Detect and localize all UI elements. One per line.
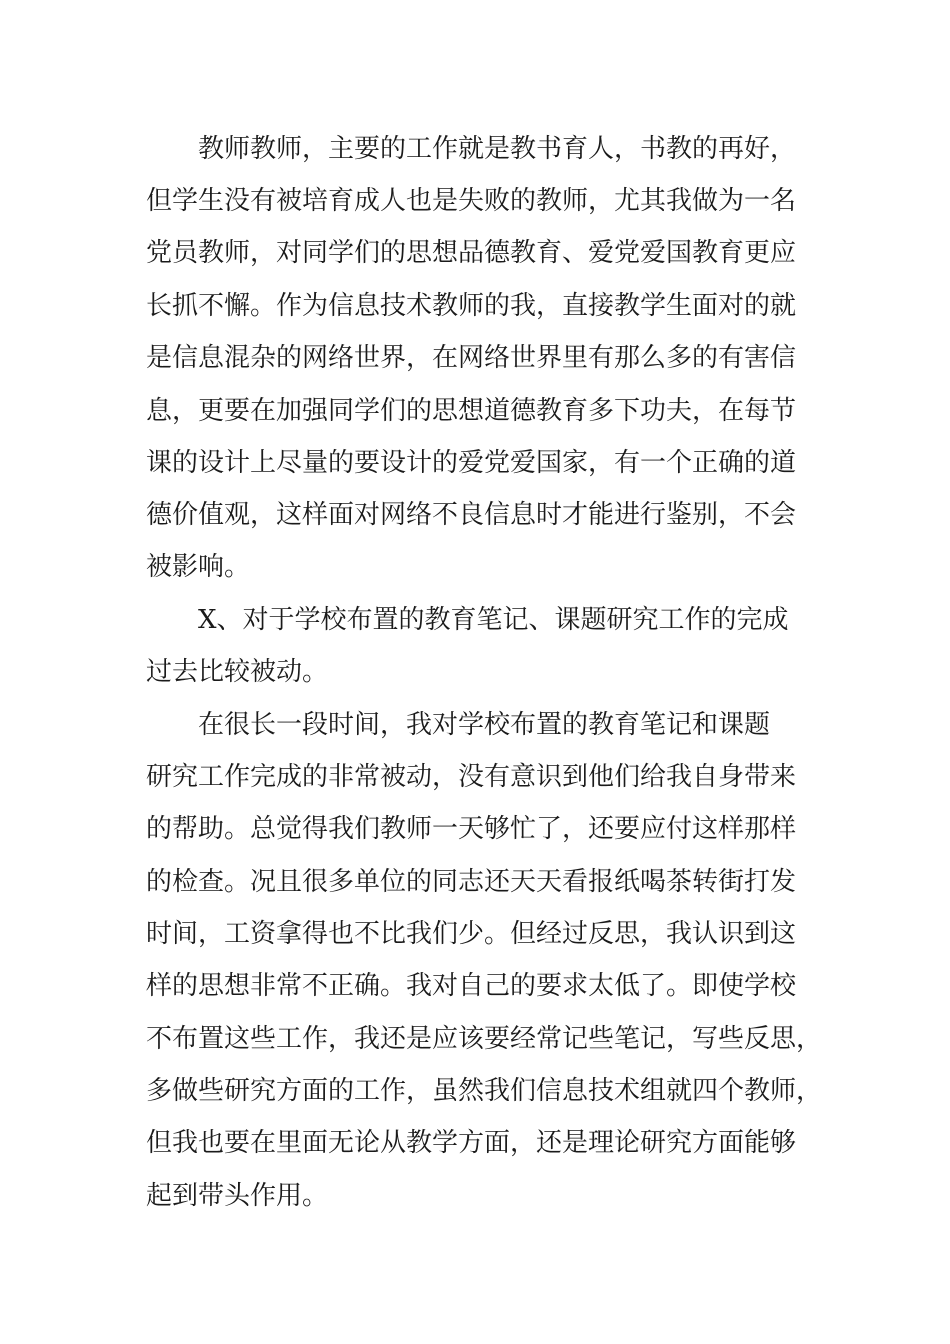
paragraph-2-line: 不布置这些工作，我还是应该要经常记些笔记，写些反思，	[146, 1024, 823, 1054]
heading-item-line: 过去比较被动。	[146, 657, 329, 687]
paragraph-1-line: 但学生没有被培育成人也是失败的教师，尤其我做为一名	[146, 186, 797, 216]
paragraph-1-line: 长抓不懈。作为信息技术教师的我，直接教学生面对的就	[146, 291, 797, 321]
paragraph-1-line: 课的设计上尽量的要设计的爱党爱国家，有一个正确的道	[146, 448, 797, 478]
paragraph-2-line: 多做些研究方面的工作，虽然我们信息技术组就四个教师，	[146, 1076, 823, 1106]
paragraph-2-line: 的检查。况且很多单位的同志还天天看报纸喝茶转街打发	[146, 867, 797, 897]
paragraph-1-line: 被影响。	[146, 552, 251, 582]
paragraph-2-line: 但我也要在里面无论从教学方面，还是理论研究方面能够	[146, 1128, 797, 1158]
paragraph-1-line: 教师教师，主要的工作就是教书育人，书教的再好，	[146, 134, 797, 164]
paragraph-1-line: 党员教师，对同学们的思想品德教育、爱党爱国教育更应	[146, 238, 797, 268]
paragraph-2-line: 样的思想非常不正确。我对自己的要求太低了。即使学校	[146, 971, 797, 1001]
paragraph-2-line: 时间，工资拿得也不比我们少。但经过反思，我认识到这	[146, 919, 797, 949]
paragraph-2-line: 在很长一段时间，我对学校布置的教育笔记和课题	[146, 710, 771, 740]
paragraph-2-line: 起到带头作用。	[146, 1181, 329, 1211]
paragraph-2-line: 研究工作完成的非常被动，没有意识到他们给我自身带来	[146, 762, 797, 792]
paragraph-1-line: 德价值观，这样面对网络不良信息时才能进行鉴别，不会	[146, 500, 797, 530]
heading-item-line: X、对于学校布置的教育笔记、课题研究工作的完成	[146, 605, 789, 635]
paragraph-1-line: 息，更要在加强同学们的思想道德教育多下功夫，在每节	[146, 396, 797, 426]
paragraph-1-line: 是信息混杂的网络世界，在网络世界里有那么多的有害信	[146, 343, 797, 373]
paragraph-2-line: 的帮助。总觉得我们教师一天够忙了，还要应付这样那样	[146, 814, 797, 844]
